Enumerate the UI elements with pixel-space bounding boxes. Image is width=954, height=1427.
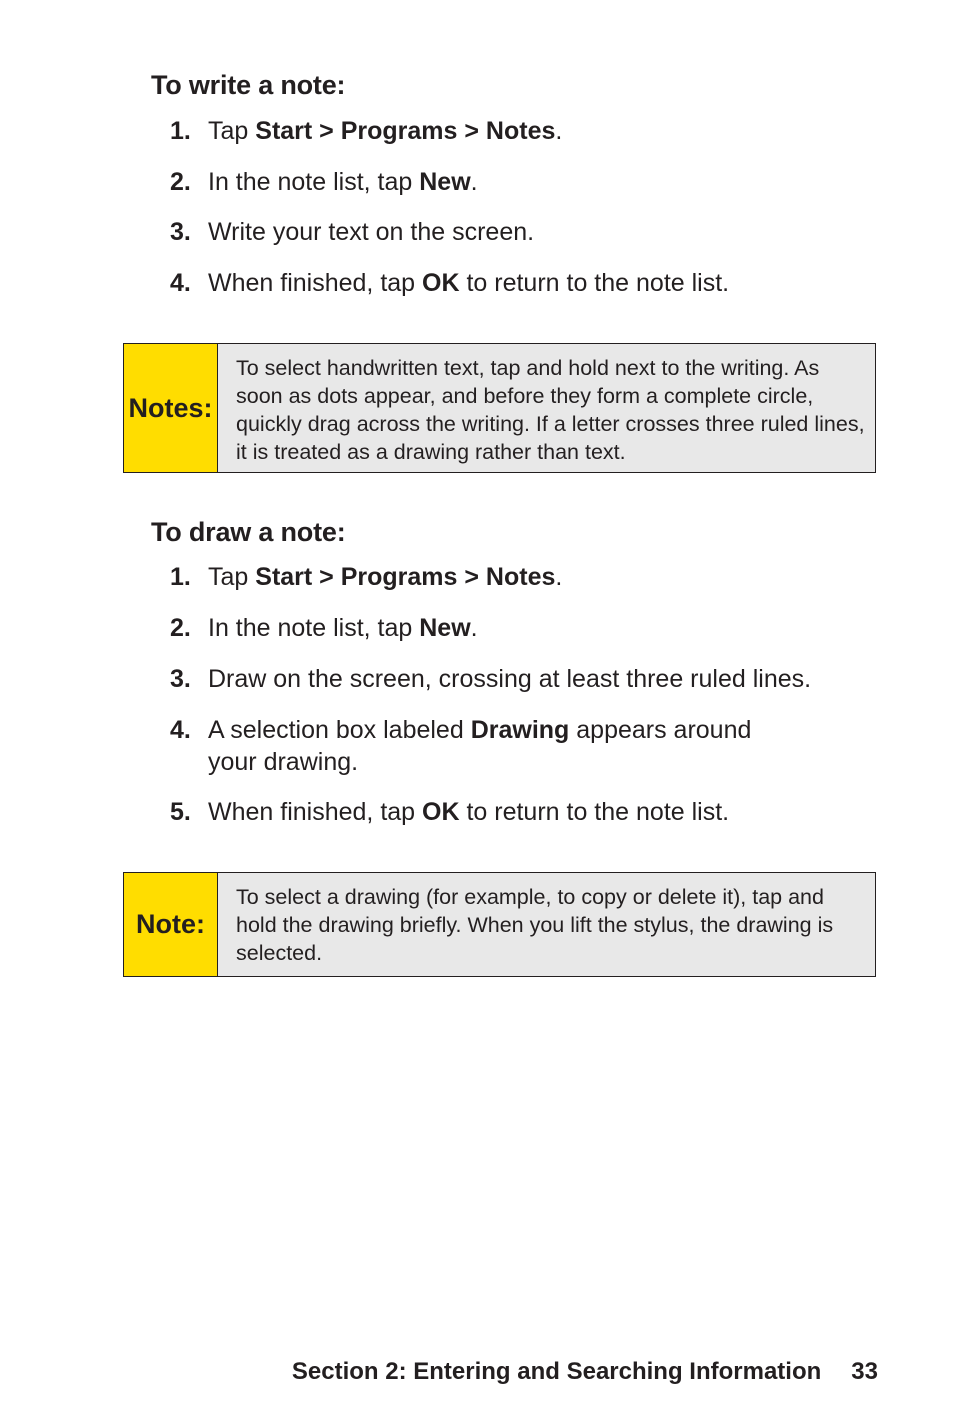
step-text: When finished, tap OK to return to the note list. xyxy=(208,798,730,826)
step-number: 4. xyxy=(170,269,191,297)
notes-callout xyxy=(123,343,876,473)
step-text: In the note list, tap New. xyxy=(208,168,478,196)
step-number: 1. xyxy=(170,117,191,145)
step-text: In the note list, tap New. xyxy=(208,614,478,642)
notes-callout-body: To select handwritten text, tap and hold next to the writing. As soon as dots appear, and before they form a complete circle, quickly drag across the writing. If a letter crosses three ruled lines, it is treated as a drawing rather than text. xyxy=(218,344,875,472)
page-footer xyxy=(292,1358,878,1386)
step-text: A selection box labeled Drawing appears around your drawing. xyxy=(208,716,752,776)
note-callout-body: To select a drawing (for example, to copy or delete it), tap and hold the drawing briefly. When you lift the stylus, the drawing is selected. xyxy=(218,873,875,976)
step-number: 3. xyxy=(170,665,191,693)
step-number: 5. xyxy=(170,798,191,826)
step-text: Draw on the screen, crossing at least three ruled lines. xyxy=(208,665,812,693)
step-number: 4. xyxy=(170,716,191,744)
step-number: 2. xyxy=(170,168,191,196)
step-number: 1. xyxy=(170,563,191,591)
step-text: Tap Start > Programs > Notes. xyxy=(208,563,563,591)
page-number: 33 xyxy=(851,1358,878,1385)
notes-callout-label: Notes: xyxy=(124,344,218,472)
footer-section-title: Section 2: Entering and Searching Information xyxy=(291,1358,822,1385)
step-number: 3. xyxy=(170,218,191,246)
write-note-heading: To write a note: xyxy=(151,70,346,100)
step-text: Tap Start > Programs > Notes. xyxy=(208,117,563,145)
step-number: 2. xyxy=(170,614,191,642)
step-text: Write your text on the screen. xyxy=(208,218,535,246)
note-callout xyxy=(123,872,876,977)
note-callout-label: Note: xyxy=(124,873,218,976)
draw-note-heading: To draw a note: xyxy=(151,517,346,547)
step-text: When finished, tap OK to return to the note list. xyxy=(208,269,730,297)
